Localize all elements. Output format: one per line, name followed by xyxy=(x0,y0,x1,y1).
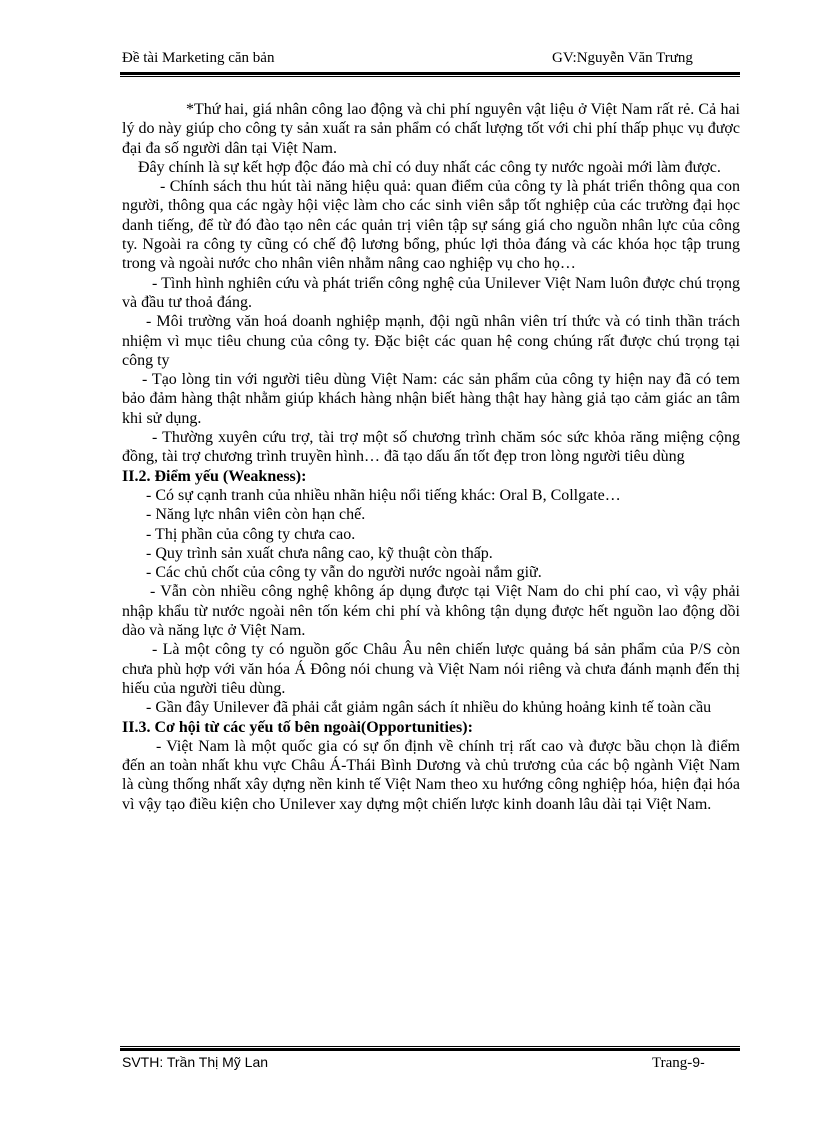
footer-rule xyxy=(120,1048,740,1051)
paragraph: - Tình hình nghiên cứu và phát triển công nghệ của Unilever Việt Nam luôn được chú trọng và đầu tư thoả đáng. xyxy=(122,274,740,311)
list-item: - Năng lực nhân viên còn hạn chế. xyxy=(146,506,366,524)
header-rule xyxy=(120,72,740,75)
list-item: - Có sự cạnh tranh của nhiều nhãn hiệu nổi tiếng khác: Oral B, Collgate… xyxy=(146,486,621,504)
paragraph: - Là một công ty có nguồn gốc Châu Âu nên chiến lược quảng bá sản phẩm của P/S còn chưa phù hợp với văn hóa Á Đông nói chung và Việt Nam nói riêng và chưa đánh mạnh đến thị hiếu của người tiêu dùng. xyxy=(122,641,740,697)
paragraph: - Vẫn còn nhiều công nghệ không áp dụng được tại Việt Nam do chi phí cao, vì vậy phải nhập khẩu từ nước ngoài nên tốn kém chi phí và không tận dụng được hết nguồn lao động dồi dào và năng lực ở Việt Nam. xyxy=(122,583,740,640)
page-number-value: 9- xyxy=(692,1054,705,1070)
paragraph: - Gần đây Unilever đã phải cắt giảm ngân sách ít nhiều do khủng hoảng kinh tế toàn cầu xyxy=(146,699,712,717)
page-header xyxy=(122,50,740,70)
paragraph: *Thứ hai, giá nhân công lao động và chi phí nguyên vật liệu ở Việt Nam rất rẻ. Cả hai lý do này giúp cho công ty sản xuất ra sản phẩm có chất lượng tốt với chi phí thấp phục vụ được đại đa số người dân tại Việt Nam. xyxy=(122,101,740,157)
paragraph: - Môi trường văn hoá doanh nghiệp mạnh, đội ngũ nhân viên trí thức và có tinh thần trách nhiệm vì mục tiêu chung của công ty. Đặc biệt các quan hệ cong chúng rất được chú trọng tại công ty xyxy=(122,313,740,369)
list-item: - Các chủ chốt của công ty vẫn do người nước ngoài nắm giữ. xyxy=(146,564,542,582)
section-heading-opportunities: II.3. Cơ hội từ các yếu tố bên ngoài(Opportunities): xyxy=(122,718,473,736)
header-rule-thin xyxy=(120,76,740,77)
paragraph: - Chính sách thu hút tài năng hiệu quả: quan điểm của công ty là phát triển thông qua con người, thông qua các ngày hội việc làm cho các sinh viên sắp tốt nghiệp của các trường đại học danh tiếng, để từ đó đào tạo nên các quản trị viên tập sự sáng giá cho nguồn nhân lực của công ty. Ngoài ra công ty cũng có chế độ lương bổng, phúc lợi thỏa đáng và các khóa học tập trung trong và ngoài nước cho nhân viên nhằm nâng cao nghiệp vụ cho họ… xyxy=(122,178,740,273)
page-number xyxy=(652,1054,705,1072)
header-instructor: GV:Nguyễn Văn Trưng xyxy=(552,50,693,66)
list-item: - Quy trình sản xuất chưa nâng cao, kỹ thuật còn thấp. xyxy=(146,544,493,562)
header-title: Đề tài Marketing căn bản xyxy=(122,50,275,66)
list-item: - Thị phần của công ty chưa cao. xyxy=(146,525,356,543)
section-heading-weakness: II.2. Điểm yếu (Weakness): xyxy=(122,467,307,485)
footer-student: SVTH: Trần Thị Mỹ Lan xyxy=(122,1054,269,1070)
footer-rule-thin xyxy=(120,1046,740,1047)
paragraph: - Tạo lòng tin với người tiêu dùng Việt Nam: các sản phẩm của công ty hiện nay đã có tem bảo đảm hàng thật nhằm giúp khách hàng nhận biết hàng thật hay hàng giả tạo cảm giác an tâm khi sử dụng. xyxy=(122,371,740,427)
page-footer xyxy=(122,1054,740,1074)
paragraph: Đây chính là sự kết hợp độc đáo mà chỉ có duy nhất các công ty nước ngoài mới làm được. xyxy=(138,158,721,176)
page-prefix: Trang- xyxy=(652,1055,693,1071)
paragraph: - Việt Nam là một quốc gia có sự ổn định về chính trị rất cao và được bầu chọn là điểm đến an toàn nhất khu vực Châu Á-Thái Bình Dương và chủ trương của các bộ ngành Việt Nam là cùng thống nhất xây dựng nền kinh tế Việt Nam theo xu hướng công nghiệp hóa, hiện đại hóa vì vậy tạo điều kiện cho Unilever xay dựng một chiến lược kinh doanh lâu dài tại Việt Nam. xyxy=(122,737,740,813)
paragraph: - Thường xuyên cứu trợ, tài trợ một số chương trình chăm sóc sức khỏa răng miệng cộng đồng, tài trợ chương trình truyền hình… đã tạo dấu ấn tốt đẹp tron lòng người tiêu dùng xyxy=(122,429,740,466)
document-body xyxy=(122,100,740,814)
